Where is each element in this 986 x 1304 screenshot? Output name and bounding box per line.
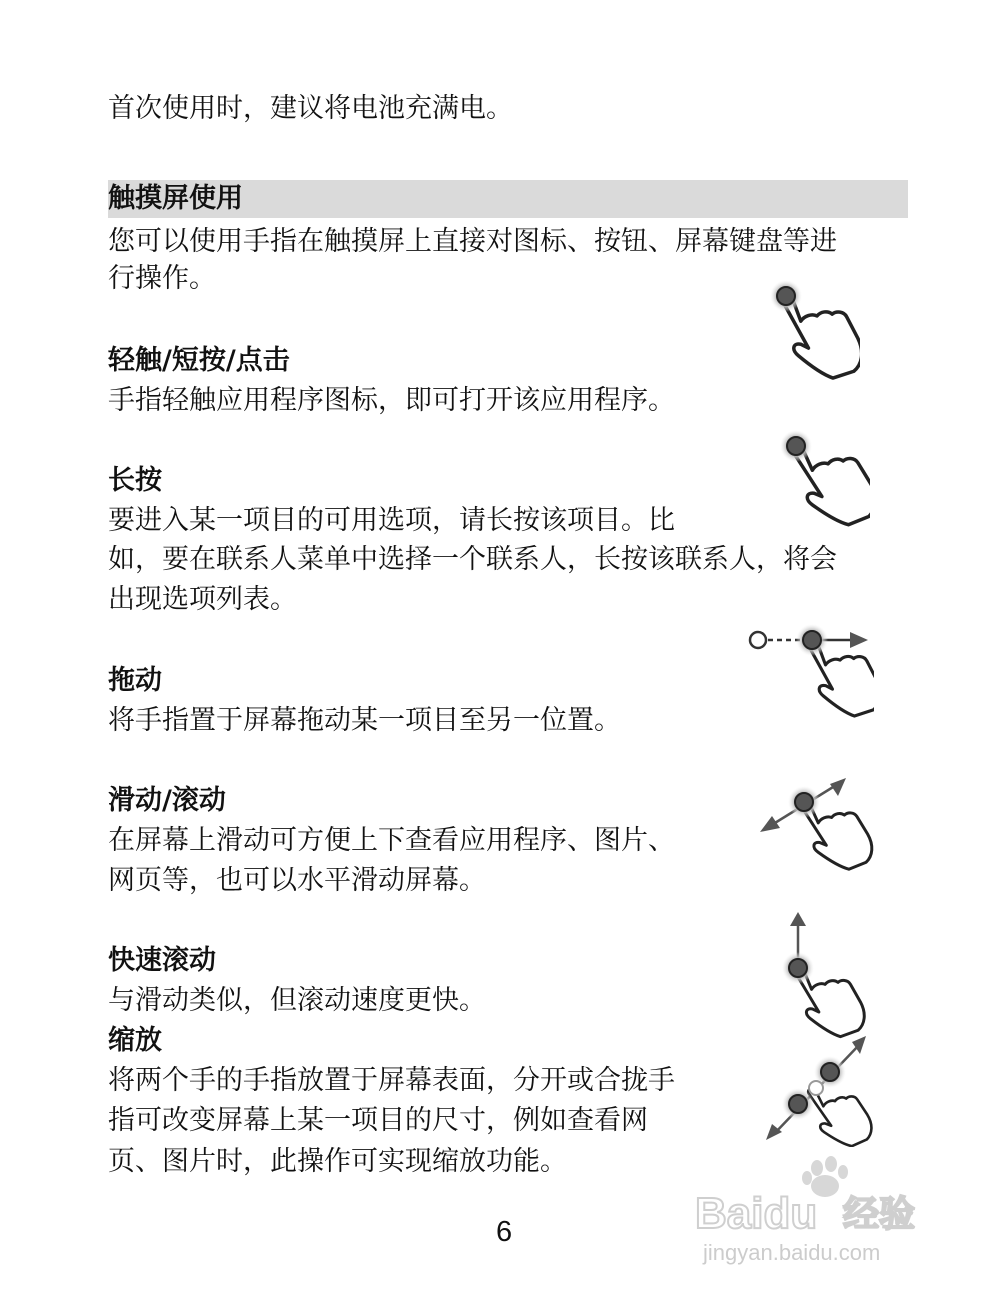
baidu-watermark — [695, 1152, 935, 1272]
drag-gesture-icon — [744, 622, 874, 727]
section-header — [108, 180, 908, 218]
flick-gesture-icon — [780, 910, 870, 1040]
swipe-gesture-icon — [758, 778, 878, 888]
drag-desc: 将手指置于屏幕拖动某一项目至另一位置。 — [108, 705, 621, 736]
watermark-cn: 经验 — [843, 1194, 916, 1235]
longpress-gesture-icon — [770, 428, 870, 538]
baidu-paw-logo — [695, 1152, 935, 1272]
section-desc-line2: 行操作。 — [108, 263, 216, 294]
pinch-gesture-icon — [764, 1032, 884, 1147]
tap-title: 轻触/短按/点击 — [108, 345, 290, 376]
page-number: 6 — [496, 1216, 513, 1248]
pinch-title: 缩放 — [108, 1025, 162, 1056]
swipe-title: 滑动/滚动 — [108, 785, 226, 816]
tap-gesture-icon — [760, 280, 860, 390]
flick-title: 快速滚动 — [108, 945, 216, 976]
tap-desc: 手指轻触应用程序图标，即可打开该应用程序。 — [108, 385, 675, 416]
swipe-desc-line1: 在屏幕上滑动可方便上下查看应用程序、图片、 — [108, 825, 675, 856]
flick-desc: 与滑动类似，但滚动速度更快。 — [108, 985, 486, 1016]
watermark-brand: Baidu — [695, 1189, 818, 1238]
drag-title: 拖动 — [108, 665, 162, 696]
longpress-desc-line2: 如，要在联系人菜单中选择一个联系人，长按该联系人，将会 — [108, 544, 837, 575]
longpress-title: 长按 — [108, 465, 162, 496]
section-desc-line1: 您可以使用手指在触摸屏上直接对图标、按钮、屏幕键盘等进 — [108, 226, 837, 257]
longpress-desc-line3: 出现选项列表。 — [108, 584, 297, 615]
section-title: 触摸屏使用 — [108, 183, 243, 214]
pinch-desc-line2: 指可改变屏幕上某一项目的尺寸，例如查看网 — [108, 1105, 648, 1136]
swipe-desc-line2: 网页等，也可以水平滑动屏幕。 — [108, 865, 486, 896]
pinch-desc-line1: 将两个手的手指放置于屏幕表面，分开或合拢手 — [108, 1065, 675, 1096]
intro-text: 首次使用时，建议将电池充满电。 — [108, 93, 513, 124]
pinch-desc-line3: 页、图片时，此操作可实现缩放功能。 — [108, 1146, 567, 1177]
longpress-desc-line1: 要进入某一项目的可用选项，请长按该项目。比 — [108, 505, 675, 536]
watermark-url: jingyan.baidu.com — [703, 1240, 881, 1265]
